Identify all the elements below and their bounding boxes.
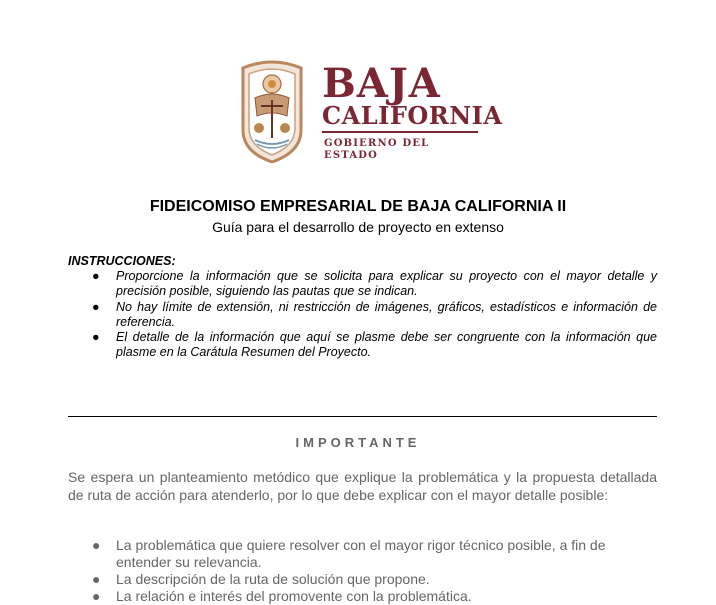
important-item-text: La relación e interés del promovente con la problemática. — [116, 588, 472, 604]
instruction-item — [68, 300, 657, 331]
important-item — [68, 588, 657, 605]
bullet-icon: ● — [92, 330, 100, 345]
bullet-icon: ● — [92, 537, 101, 553]
bullet-icon: ● — [92, 571, 101, 587]
instruction-item — [68, 330, 657, 361]
important-paragraph: Se espera un planteamiento metódico que explique la problemática y la propuesta detallada de ruta de acción para atenderlo, por lo que debe explicar con el mayor detalle posible: — [68, 469, 657, 503]
important-item — [68, 537, 657, 571]
instructions-list — [68, 269, 657, 361]
important-item-text: La problemática que quiere resolver con el mayor rigor técnico posible, a fin de entender su relevancia. — [116, 537, 606, 570]
important-list — [68, 537, 657, 605]
instructions-heading: INSTRUCCIONES: — [68, 254, 176, 268]
brand-name-line2: CALIFORNIA — [322, 101, 503, 130]
important-item-text: La descripción de la ruta de solución que propone. — [116, 571, 430, 587]
document-subtitle: Guía para el desarrollo de proyecto en extenso — [212, 219, 504, 235]
brand-tagline: GOBIERNO DEL ESTADO — [324, 138, 430, 161]
instruction-text: Proporcione la información que se solicita para explicar su proyecto con el mayor detalle y precisión posible, siguiendo las pautas que se indican. — [116, 269, 657, 299]
bullet-icon: ● — [92, 588, 101, 604]
coat-of-arms-icon — [237, 58, 307, 163]
brand-name-line1: BAJA — [322, 60, 441, 107]
bullet-icon: ● — [92, 299, 100, 314]
important-item — [68, 571, 657, 588]
government-logo — [237, 58, 503, 166]
important-heading: IMPORTANTE — [295, 435, 421, 450]
bullet-icon: ● — [92, 269, 100, 283]
document-title: FIDEICOMISO EMPRESARIAL DE BAJA CALIFORNIA II — [149, 198, 567, 215]
section-divider — [68, 416, 657, 417]
instruction-item — [68, 269, 657, 300]
brand-divider — [322, 131, 478, 133]
instruction-text: El detalle de la información que aquí se plasme debe ser congruente con la información que plasme en la Carátula Resumen del Proyecto. — [116, 330, 657, 360]
instruction-text: No hay límite de extensión, ni restricción de imágenes, gráficos, estadísticos e información de referencia. — [116, 299, 657, 329]
